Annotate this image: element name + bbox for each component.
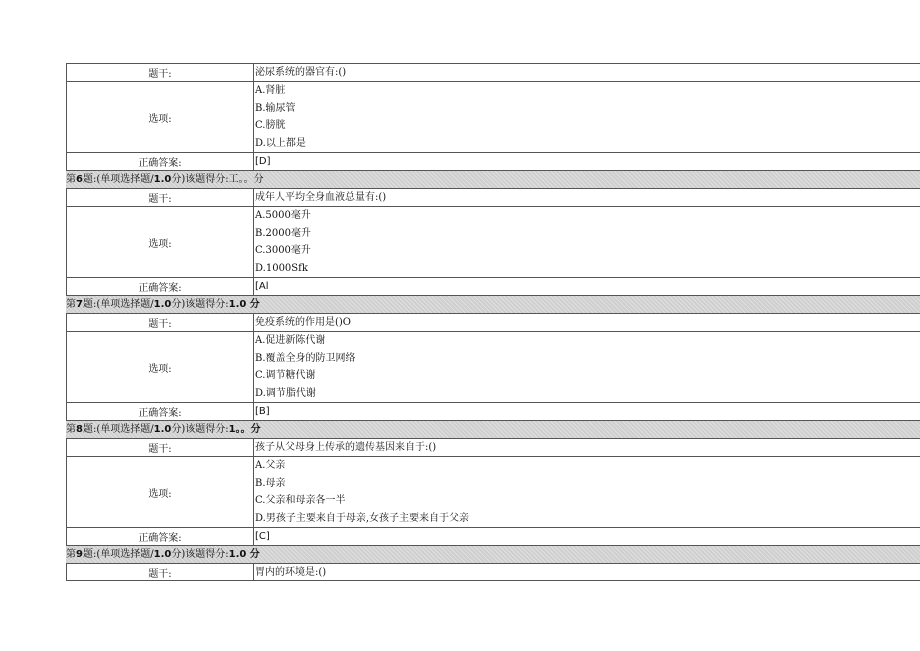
header-prefix: 第 (66, 549, 76, 560)
q5-answer: [D] (255, 156, 271, 167)
q8-number: 8 (76, 424, 83, 435)
header-tail: 分)该题得分: (171, 549, 229, 560)
q6-option-a: A.5000毫升 (255, 210, 311, 221)
q9-score: 1.0 分 (228, 549, 260, 560)
header-tail: 分)该题得分: (171, 424, 229, 435)
q9-stem-row (66, 563, 920, 581)
q5-stem: 泌尿系统的器官有:() (255, 67, 347, 78)
q7-number: 7 (76, 299, 83, 310)
q6-number: 6 (76, 174, 83, 185)
options-label: 选项: (67, 457, 254, 527)
q7-option-b: B.覆盖全身的防卫网络 (255, 352, 356, 364)
q5-stem-row (66, 63, 920, 81)
q8-options-row (66, 456, 920, 527)
answer-label: 正确答案: (67, 403, 254, 420)
q7-option-a: A.促进新陈代谢 (255, 335, 326, 346)
q6-header (66, 170, 920, 188)
quiz-sheet (66, 63, 920, 581)
q6-stem: 成年人平均全身血液总量有:() (255, 192, 387, 203)
header-mid: 题:(单项选择题/ (82, 174, 154, 185)
stem-label: 题干: (67, 564, 254, 580)
q7-option-c: C.调节糖代谢 (255, 370, 316, 381)
q8-option-a: A.父亲 (255, 460, 286, 471)
q7-score: 1.0 分 (228, 299, 260, 310)
options-label: 选项: (67, 207, 254, 277)
q7-option-d: D.调节脂代谢 (255, 387, 316, 399)
q6-score: 工。。分 (228, 174, 264, 185)
q6-option-b: B.2000毫升 (255, 227, 311, 239)
q7-points: 1.0 (153, 299, 172, 310)
q7-stem: 免疫系统的作用是()O (255, 317, 352, 328)
q9-points: 1.0 (153, 549, 172, 560)
stem-label: 题干: (67, 64, 254, 81)
q8-option-d: D.男孩子主要来自于母亲,女孩子主要来自于父亲 (255, 512, 470, 524)
q9-header (66, 545, 920, 563)
header-mid: 题:(单项选择题/ (82, 424, 154, 435)
q8-option-c: C.父亲和母亲各一半 (255, 495, 346, 506)
q5-answer-row (66, 152, 920, 170)
q5-option-d: D.以上都是 (255, 137, 306, 149)
header-prefix: 第 (66, 424, 76, 435)
q8-score: 1。。分 (228, 424, 261, 435)
q8-stem-row (66, 438, 920, 456)
q5-option-a: A.肾脏 (255, 85, 286, 96)
q9-stem: 胃内的环境是:() (255, 567, 327, 578)
q7-header (66, 295, 920, 313)
q5-options-row (66, 81, 920, 152)
q6-answer-row (66, 277, 920, 295)
q8-header (66, 420, 920, 438)
q7-answer: [B] (255, 406, 270, 417)
header-tail: 分)该题得分: (171, 174, 229, 185)
header-tail: 分)该题得分: (171, 299, 229, 310)
answer-label: 正确答案: (67, 153, 254, 170)
q8-answer-row (66, 527, 920, 545)
q5-option-c: C.膀胱 (255, 120, 286, 131)
answer-label: 正确答案: (67, 278, 254, 295)
stem-label: 题干: (67, 189, 254, 206)
q8-stem: 孩子从父母身上传承的遗传基因来自于:() (255, 442, 437, 453)
options-label: 选项: (67, 332, 254, 402)
q7-stem-row (66, 313, 920, 331)
q7-options-row (66, 331, 920, 402)
q8-points: 1.0 (153, 424, 172, 435)
q8-option-b: B.母亲 (255, 477, 286, 489)
q6-answer: [Al (255, 281, 269, 292)
q6-points: 1.0 (153, 174, 172, 185)
header-prefix: 第 (66, 174, 76, 185)
options-label: 选项: (67, 82, 254, 152)
header-mid: 题:(单项选择题/ (82, 549, 154, 560)
q5-option-b: B.输尿管 (255, 102, 296, 114)
q6-stem-row (66, 188, 920, 206)
answer-label: 正确答案: (67, 528, 254, 545)
q8-answer: [C] (255, 531, 270, 542)
stem-label: 题干: (67, 439, 254, 456)
header-mid: 题:(单项选择题/ (82, 299, 154, 310)
q7-answer-row (66, 402, 920, 420)
q9-number: 9 (76, 549, 83, 560)
q6-option-c: C.3000毫升 (255, 245, 311, 256)
header-prefix: 第 (66, 299, 76, 310)
q6-option-d: D.1000Sfk (255, 262, 308, 274)
stem-label: 题干: (67, 314, 254, 331)
q6-options-row (66, 206, 920, 277)
